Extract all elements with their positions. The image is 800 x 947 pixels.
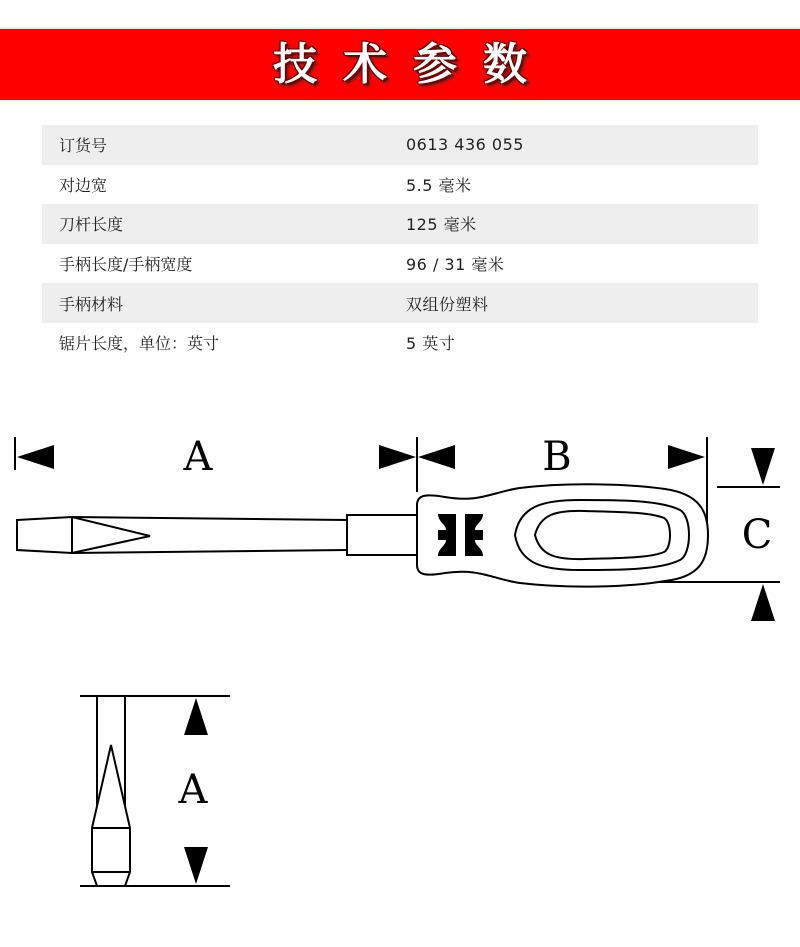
spec-value: 96 / 31 毫米 [406,255,505,275]
dimension-drawing [0,420,800,947]
spec-row [42,323,758,363]
dimension-label-b: B [542,434,572,480]
shaft-ferrule [347,515,417,555]
spec-row [42,283,758,323]
spec-value: 5.5 毫米 [406,175,472,195]
spec-row [42,244,758,284]
logo-right-mark [465,514,483,556]
spec-value: 双组份塑料 [406,294,489,314]
spec-label: 订货号 [59,136,108,156]
arrow-a-right [379,445,416,469]
shaft-bottom [72,550,347,553]
spec-row [42,165,758,205]
spec-label: 手柄材料 [59,294,124,314]
arrow-c-top [751,448,775,485]
arrow-tip-top [184,698,208,735]
spec-label: 对边宽 [59,175,108,195]
handle-grip-inner [535,511,670,559]
arrow-c-bottom [751,584,775,621]
spec-value: 125 毫米 [406,215,477,235]
title-banner [0,29,800,100]
arrow-a-left [17,445,54,469]
page-title: 技术参数 [273,39,553,90]
spec-label: 锯片长度，单位：英寸 [59,334,220,354]
arrow-tip-bottom [184,847,208,884]
logo-left-mark [438,514,456,556]
spec-label: 刀杆长度 [59,215,124,235]
blade-tip [17,517,150,553]
spec-row [42,204,758,244]
spec-value: 5 英寸 [406,334,456,354]
tip-dimension-label-a: A [178,767,208,813]
arrow-b-right [668,445,705,469]
arrow-b-left [418,445,455,469]
dimension-label-c: C [741,512,773,558]
dimension-label-a: A [183,434,213,480]
screwdriver-tip-view [80,696,230,886]
spec-row [42,125,758,165]
shaft-top [72,517,347,520]
spec-table [42,125,758,363]
spec-label: 手柄长度/手柄宽度 [59,255,193,275]
spec-value: 0613 436 055 [406,135,524,155]
